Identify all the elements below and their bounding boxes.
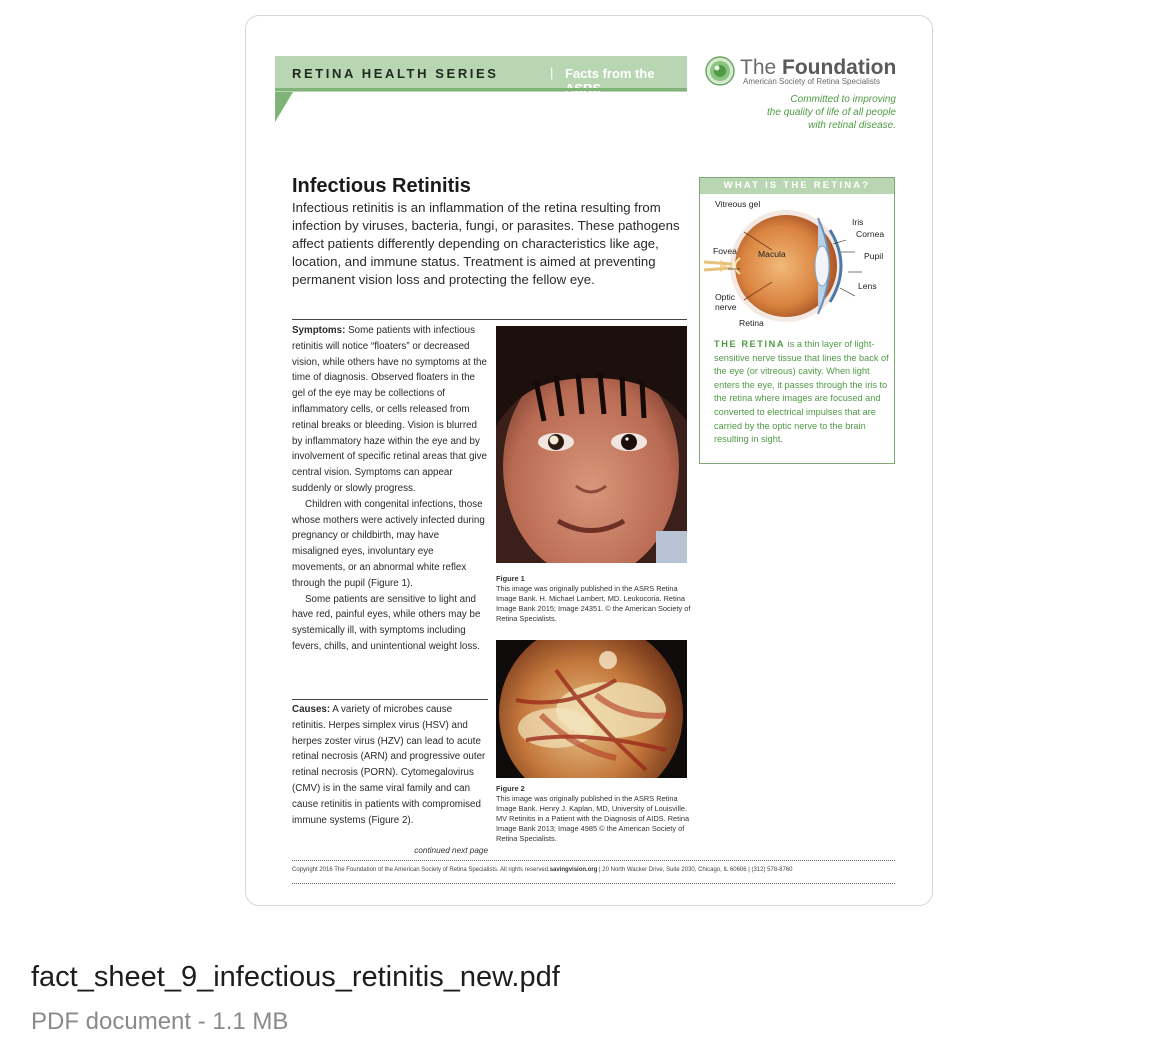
series-banner — [275, 56, 687, 92]
article-intro: Infectious retinitis is an inflammation of the retina resulting from infection by viruses, bacteria, fungi, or parasites. These pathogens affect patients differently depending on characteristics like age, location, and immune status. Treatment is aimed at preventing permanent vision loss and protecting the fellow eye. — [292, 200, 680, 287]
label-retina: Retina — [739, 318, 764, 328]
label-nerve: nerve — [715, 302, 737, 312]
figure-2-credit: This image was originally published in the ASRS Retina Image Bank. Henry J. Kaplan, MD, University of Louisville. MV Retinitis in a Patient with the Diagnosis of AIDS. Retina Image Bank 2013; Image 4985 © the American Society of Retina Specialists. — [496, 794, 690, 843]
figure-1-image — [496, 326, 687, 563]
logo-name: The Foundation — [740, 56, 897, 79]
symptoms-paragraph-3: Some patients are sensitive to light and have red, painful eyes, while others may be systemically ill, with symptoms including fevers, chills, and unintentional weight loss. — [292, 593, 481, 652]
causes-text: A variety of microbes cause retinitis. Herpes simplex virus (HSV) and herpes zoster virus (HZV) can lead to acute retinal necrosis (ARN) and progressive outer retinal necrosis (PORN). Cytomegalovirus (CMV) is in the same viral family and can cause retinitis in patients with compromised immune systems (Figure 2). — [292, 704, 486, 826]
banner-subtitle: Facts from the — [565, 66, 655, 81]
series-title: RETINA HEALTH SERIES — [292, 66, 499, 81]
label-optic: Optic — [715, 292, 736, 302]
retina-box-heading: WHAT IS THE RETINA? — [700, 178, 894, 194]
causes-section — [292, 702, 488, 828]
section-divider — [292, 319, 687, 320]
file-meta: PDF document - 1.1 MB — [31, 1008, 289, 1035]
figure-1-caption — [496, 574, 696, 624]
figure-2-label: Figure 2 — [496, 784, 525, 793]
footer-rule-top — [292, 860, 895, 861]
logo-subtitle: American Society of Retina Specialists — [743, 77, 880, 86]
continued-note: continued next page — [414, 846, 488, 855]
pdf-page — [246, 16, 933, 906]
logo-tagline: Committed to improving the quality of life of all people with retinal disease. — [767, 94, 896, 131]
label-fovea: Fovea — [713, 246, 737, 256]
footer-website: savingvision.org — [549, 867, 598, 873]
banner-separator: | — [550, 65, 554, 80]
label-lens: Lens — [858, 281, 877, 291]
article-title: Infectious Retinitis — [292, 175, 471, 197]
symptoms-heading: Symptoms: — [292, 325, 346, 336]
eye-diagram — [700, 196, 894, 334]
label-vitreous-gel: Vitreous gel — [715, 199, 761, 209]
causes-heading: Causes: — [292, 704, 331, 715]
label-iris: Iris — [852, 217, 864, 227]
banner-underline — [275, 88, 687, 91]
figure-1-label: Figure 1 — [496, 574, 525, 583]
pdf-thumbnail[interactable] — [245, 15, 933, 906]
label-pupil: Pupil — [864, 251, 884, 261]
symptoms-paragraph-2: Children with congenital infections, those whose mothers were actively infected during pregnancy or childbirth, may have misaligned eyes, involuntary eye movements, or an abnormal white reflex through the pupil (Figure 1). — [292, 498, 485, 589]
figure-2-caption — [496, 784, 696, 844]
causes-divider — [292, 699, 488, 700]
footer-text: Copyright 2016 The Foundation of the American Society of Retina Specialists. All rights reserved.savingvision.org | 20 North Wacker Drive, Suite 2030, Chicago, IL 60606 | (312) 578-8760 — [292, 867, 793, 873]
figure-1-credit: This image was originally published in the ASRS Retina Image Bank. H. Michael Lambert, MD. Leukocoria. Retina Image Bank 2015; Image 24351. © the American Society of Retina Specialists. — [496, 584, 691, 623]
retina-description: THE RETINA is a thin layer of light-sensitive nerve tissue that lines the back of the eye (or vitreous) cavity. When light enters the eye, it passes through the iris to the retina where images are focused and converted to electrical impulses that are carried by the optic nerve to the brain resulting in sight. — [714, 339, 889, 445]
footer-rule-bottom — [292, 883, 895, 884]
label-macula: Macula — [758, 249, 786, 259]
label-cornea: Cornea — [856, 229, 885, 239]
figure-2-image — [496, 640, 687, 778]
foundation-logo-icon — [705, 56, 735, 86]
banner-flag — [275, 92, 293, 122]
symptoms-text: Some patients with infectious retinitis will notice “floaters” or decreased vision, while others have no symptoms at the time of diagnosis. Observed floaters in the gel of the eye may be collections of inflammatory cells, or cells released from retinal breaks or bleeding. Vision is blurred by inflammatory haze within the eye and by involvement of specific retinal areas that give central vision. Symptoms can appear suddenly or slowly progress. — [292, 325, 487, 494]
retina-info-box — [699, 177, 895, 464]
symptoms-section — [292, 323, 488, 655]
file-name[interactable]: fact_sheet_9_infectious_retinitis_new.pdf — [31, 961, 560, 993]
retina-keyword: THE RETINA — [714, 339, 786, 349]
